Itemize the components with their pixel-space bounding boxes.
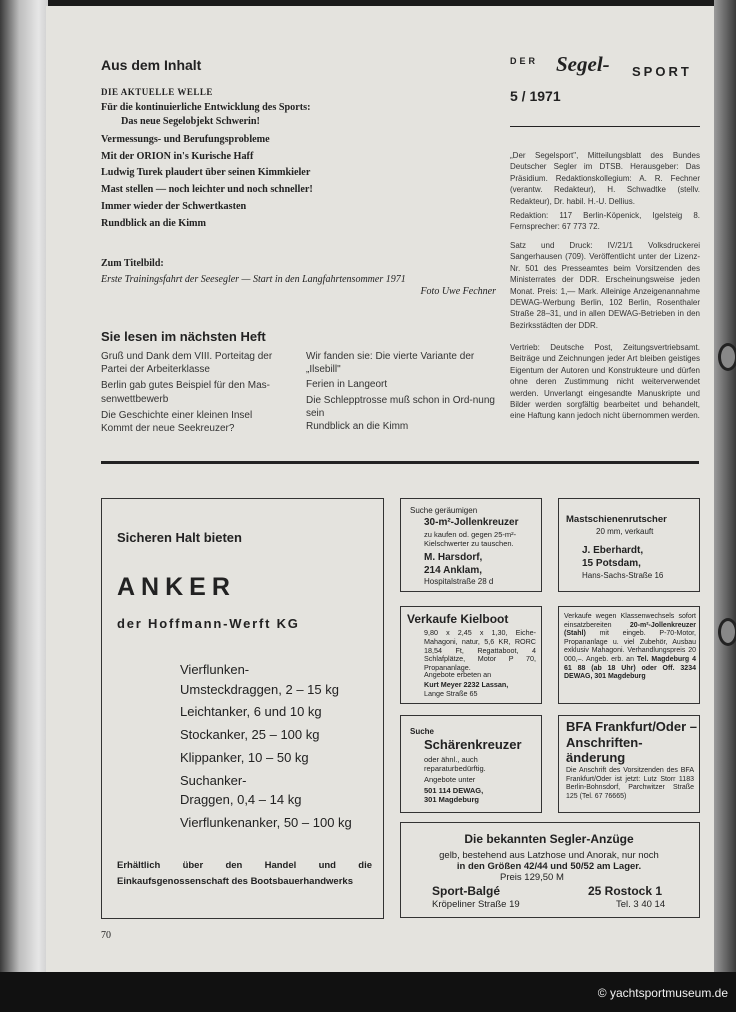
ad7-title: Die bekannten Segler-Anzüge — [464, 832, 634, 846]
ad3-street: Lange Straße 65 — [424, 689, 478, 698]
toc-item: DIE AKTUELLE WELLE — [101, 87, 213, 97]
next-issue-left — [101, 350, 297, 435]
next-issue-item: Rundblick an die Kimm — [306, 421, 409, 433]
ad6-title: BFA Frankfurt/Oder – Anschriften-änderung — [566, 719, 697, 765]
toc-item: Mast stellen — noch leichter und noch schneller! — [101, 184, 313, 196]
ad5-code: 501 114 DEWAG, — [424, 786, 484, 795]
ad1-name: M. Harsdorf, — [424, 552, 483, 563]
imprint-editorial: Redaktion: 117 Berlin-Köpenick, Igelsteig 8. Fernsprecher: 67 773 72. — [510, 211, 700, 232]
ad5-offers: Angebote unter — [424, 775, 476, 784]
ad6-body: Die Anschrift des Vorsitzenden des BFA Frankfurt/Oder ist jetzt: Lutz Storr 1183 Berlin-Bohnsdorf, Parchwitzer Straße 125 (Tel. 67 76665) — [566, 767, 694, 800]
magazine-name-sport: SPORT — [632, 64, 692, 79]
imprint-distribution: Vertrieb: Deutsche Post, Zeitungsvertriebsamt. Beiträge und Zeichnungen jeder Art bleiben geistiges Eigentum der Autoren und Konstrukteure und dürfen ohne deren Zustimmung nicht weiterverwendet werden. Unverlangt eingesandte Manuskripte und Bilder werden sorgfältig bearbeitet und behandelt, eine Haftung kann jedoch nicht übernommen werden. — [510, 343, 700, 421]
next-issue-item: Wir fanden sie: Die vierte Variante der „Ilsebill" — [306, 351, 475, 376]
copyright-notice: © yachtsportmuseum.de — [597, 986, 728, 1000]
ad2-name: J. Eberhardt, — [582, 545, 644, 556]
ad7-body: gelb, bestehend aus Latzhose und Anorak, nur noch — [439, 850, 659, 861]
anker-brand: ANKER — [117, 573, 236, 601]
anker-intro: Sicheren Halt bieten — [117, 530, 242, 545]
ad5-title: Schärenkreuzer — [424, 737, 522, 752]
section-divider — [101, 461, 699, 464]
anker-product: Klippanker, 10 – 50 kg — [180, 749, 309, 765]
ad4-lead: Verkaufe wegen Klassenwechsels sofort einsatzbereiten — [564, 613, 696, 629]
anker-product: Vierflunken- — [180, 662, 250, 677]
book-spine — [0, 0, 48, 990]
cover-credit: Foto Uwe Fechner — [420, 286, 496, 297]
ad7-sizes: in den Größen 42/44 und 50/52 am Lager. — [456, 861, 642, 872]
cover-label: Zum Titelbild: — [101, 258, 164, 269]
ad2-line1: 20 mm, verkauft — [596, 527, 654, 536]
ad3-offers: Angebote erbeten an — [424, 670, 492, 679]
ad4-title: 20-m²-Jollenkreuzer (Stahl) — [564, 621, 696, 638]
anker-footer: Erhältlich über den Handel und die Einkaufsgenossenschaft des Bootsbauerhandwerks — [117, 860, 372, 887]
ad1-title: 30-m²-Jollenkreuzer — [424, 517, 519, 528]
ad7-shop: Sport-Balgé — [432, 884, 501, 898]
ad5-line2: oder ähnl., auch reparaturbedürftig. — [424, 755, 486, 773]
ad2-city: 15 Potsdam, — [582, 558, 641, 569]
page-edge-shadow — [714, 0, 736, 990]
ad7-street: Kröpeliner Straße 19 — [432, 899, 520, 910]
cover-text: Erste Trainingsfahrt der Seesegler — Start in den Langfahrtensommer 1971 — [101, 274, 406, 285]
next-issue-right — [306, 350, 498, 433]
ad4-body: mit eingeb. P-70-Motor, Propananlage u. viel Zubehör, Ausbau exklusiv Mahagoni. Verhandlungspreis 20 000,–. Angeb. erb. an — [564, 630, 696, 663]
magazine-prefix: DER — [510, 56, 539, 66]
anker-product: Vierflunkenanker, 50 – 100 kg — [180, 814, 352, 830]
imprint-publisher: „Der Segelsport", Mitteilungsblatt des Bundes Deutscher Segler im DTSB. Herausgeber: Das Präsidium. Redaktionskollegium: A. R. Fechner (verantw. Redakteur), H. Schwadtke (stellv. Redakteur), Dr. habil. H.-U. Dellius. — [510, 151, 700, 206]
toc-title: Aus dem Inhalt — [101, 57, 202, 73]
toc-item: Für die kontinuierliche Entwicklung des Sports: — [101, 101, 311, 113]
next-issue-item: Ferien in Langeort — [306, 379, 388, 391]
next-issue-item: Die Geschichte einer kleinen Insel — [101, 409, 253, 421]
anker-product: Umsteckdraggen, 2 – 15 kg — [180, 681, 339, 697]
next-issue-item: Die Schlepptrosse muß schon in Ord-nung sein — [306, 394, 495, 419]
anker-products — [180, 660, 380, 833]
ad4-text — [564, 613, 696, 682]
ad7-price: Preis 129,50 M — [500, 872, 564, 883]
toc-item: Rundblick an die Kimm — [101, 217, 207, 229]
magazine-name: Segel- — [556, 52, 610, 76]
anker-maker: der Hoffmann-Werft KG — [117, 616, 300, 631]
ad1-street: Hospitalstraße 28 d — [424, 577, 494, 586]
anker-product: Draggen, 0,4 – 14 kg — [180, 792, 302, 808]
imprint-divider — [510, 126, 700, 127]
ad7-city: 25 Rostock 1 — [588, 884, 663, 898]
ad4-tel2: (ab 18 Uhr) oder Off. 3234 DEWAG, 301 Magdeburg — [564, 664, 696, 681]
toc-item: Das neue Segelobjekt Schwerin! — [121, 115, 260, 127]
ad1-line1: Suche geräumigen — [410, 506, 478, 515]
next-issue-item: Gruß und Dank dem VIII. Porteitag der Partei der Arbeiterklasse — [101, 351, 273, 376]
next-issue-title: Sie lesen im nächsten Heft — [101, 329, 266, 344]
ad1-city: 214 Anklam, — [424, 565, 482, 576]
anker-product: Stockanker, 25 – 100 kg — [180, 727, 320, 743]
anker-product: Suchanker- — [180, 772, 247, 788]
ad3-title: Verkaufe Kielboot — [407, 612, 509, 626]
ad2-street: Hans-Sachs-Straße 16 — [582, 571, 664, 580]
ad7-tel: Tel. 3 40 14 — [616, 899, 666, 910]
anker-product: Leichtanker, 6 und 10 kg — [180, 704, 322, 720]
binder-ring-bottom — [718, 618, 736, 646]
table-of-contents — [101, 84, 481, 233]
next-issue-item: Berlin gab gutes Beispiel für den Mas-senwettbewerb — [101, 380, 270, 405]
ad4-tel: Tel. Magdeburg 4 61 88 — [564, 655, 696, 672]
ad3-body: 9,80 x 2,45 x 1,30, Eiche-Mahagoni, natur, 5,6 KR, RORC 18,54 Ft, Regattaboot, 4 Schlafplätze, Motor P 70, Propananlage. — [424, 628, 536, 673]
binder-ring-top — [718, 343, 736, 371]
issue-number: 5 / 1971 — [510, 88, 561, 104]
ad5-line1: Suche — [410, 727, 435, 736]
ad1-line2: zu kaufen od. gegen 25-m²-Kielschwerter zu tauschen. — [424, 530, 517, 548]
ad3-name: Kurt Meyer 2232 Lassan, — [424, 680, 509, 689]
next-issue-item: Kommt der neue Seekreuzer? — [101, 423, 235, 435]
page-number: 70 — [101, 930, 111, 941]
toc-item: Immer wieder der Schwertkasten — [101, 200, 247, 212]
ad5-city: 301 Magdeburg — [424, 795, 480, 804]
toc-item: Mit der ORION in's Kurische Haff — [101, 150, 254, 162]
ad2-title: Mastschienenrutscher — [566, 514, 667, 525]
imprint-printing: Satz und Druck: IV/21/1 Volksdruckerei Sangerhausen (709). Veröffentlicht unter der Lizenz-Nr. 501 des Presseamtes beim Vorsitzenden des Ministerrates der DDR. Erscheinungsweise jeden Monat. Preis: 1,— Mark. Alleinige Anzeigenannahme DEWAG-Werbung Berlin, 102 Berlin, Rosenthaler Straße 28–31, und in allen DEWAG-Betrieben in den Bezirksstädten der DDR. — [510, 241, 700, 330]
toc-item: Ludwig Turek plaudert über seinen Kimmkieler — [101, 167, 311, 179]
toc-item: Vermessungs- und Berufungsprobleme — [101, 133, 270, 145]
